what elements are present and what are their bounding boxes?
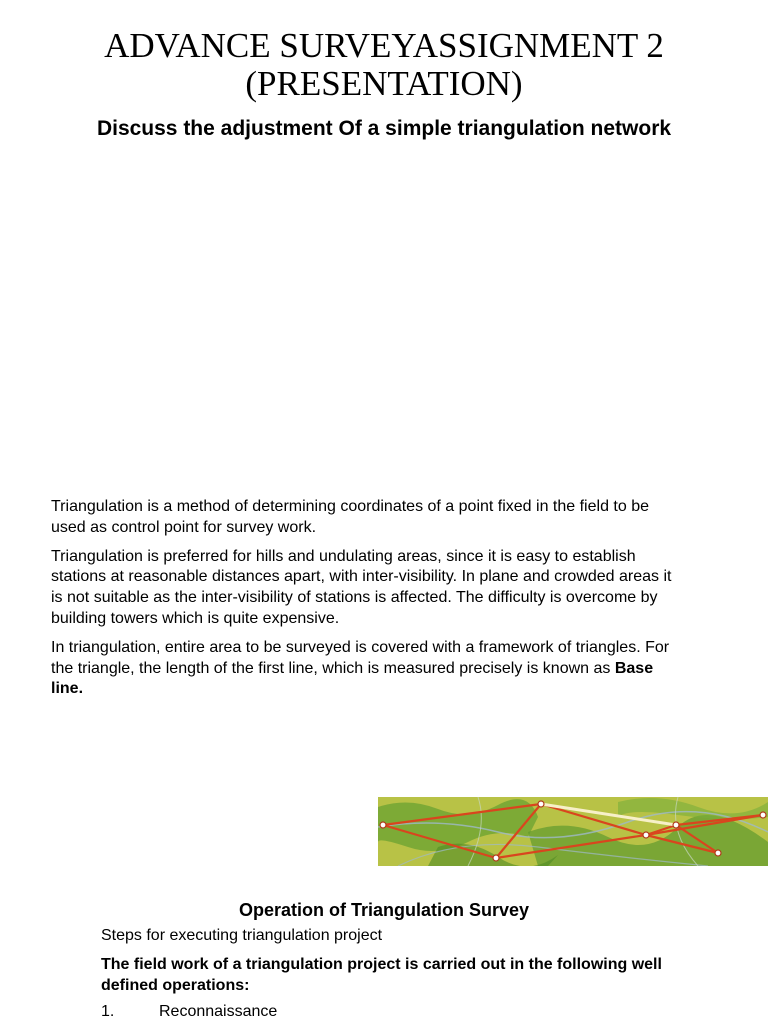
page-subtitle: Discuss the adjustment Of a simple triangulation network — [96, 117, 672, 140]
title-line-2: (PRESENTATION) — [245, 64, 523, 103]
operations-lead: The field work of a triangulation project is carried out in the following well defined operations: — [101, 956, 662, 994]
triangulation-network-map-image — [378, 797, 768, 866]
operations-intro: Steps for executing triangulation project — [101, 927, 383, 944]
paragraph-framework — [51, 638, 681, 700]
title-line-1: ADVANCE SURVEYASSIGNMENT 2 — [104, 26, 664, 65]
operations-list — [101, 1003, 277, 1021]
paragraph-suitability: Triangulation is preferred for hills and undulating areas, since it is easy to establish stations at reasonable distances apart, with inter-visibility. In plane and crowded areas it is not suitable as the inter-visibility of stations is affected. The difficulty is overcome by building towers which is quite expensive. — [51, 547, 672, 627]
body-text — [51, 497, 681, 708]
page-title — [0, 27, 768, 103]
list-item-number: 1. — [101, 1003, 115, 1020]
list-item-label: Reconnaissance — [159, 1003, 278, 1020]
paragraph-definition: Triangulation is a method of determining coordinates of a point fixed in the field to be used as control point for survey work. — [51, 498, 649, 536]
map-graphic — [378, 797, 768, 866]
base-line-term: Base line. — [51, 659, 654, 698]
list-item — [101, 1003, 277, 1021]
operations-heading: Operation of Triangulation Survey — [238, 900, 530, 920]
paragraph-framework-text: In triangulation, entire area to be surveyed is covered with a framework of triangles. For the triangle, the length of the first line, which is measured precisely is known as — [51, 638, 670, 677]
